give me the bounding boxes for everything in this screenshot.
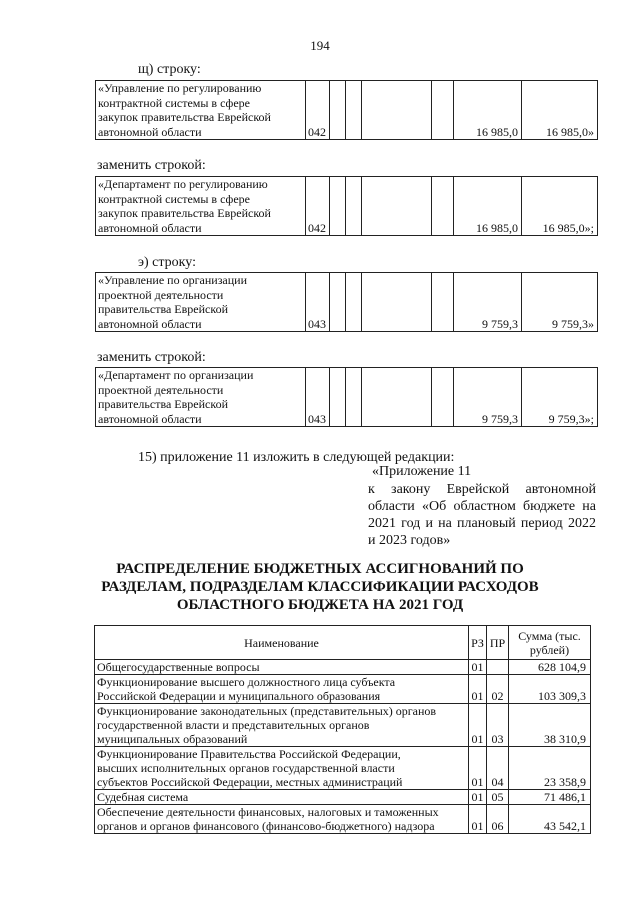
header-rz: РЗ <box>469 626 487 660</box>
document-title: РАСПРЕДЕЛЕНИЕ БЮДЖЕТНЫХ АССИГНОВАНИЙ ПО РАЗДЕЛАМ, ПОДРАЗДЕЛАМ КЛАССИФИКАЦИИ РАСХОДОВ ОБЛАСТНОГО БЮДЖЕТА НА 2021 ГОД <box>101 561 539 613</box>
table-row: Обеспечение деятельности финансовых, налоговых и таможенных органов и органов финансового (финансово-бюджетного) надзора 01 06 43 542,1 <box>95 805 591 834</box>
table-row: Функционирование Правительства Российской Федерации, высших исполнительных органов государственной власти субъектов Российской Федерации, местных администраций 01 04 23 358,9 <box>95 747 591 790</box>
row-code: 042 <box>306 177 330 236</box>
table-row: Функционирование высшего должностного лица субъекта Российской Федерации и муниципального образования 01 02 103 309,3 <box>95 675 591 704</box>
header-pr: ПР <box>487 626 509 660</box>
row-value-1: 9 759,3 <box>454 273 522 332</box>
row-code: 043 <box>306 273 330 332</box>
table-row: Судебная система 01 05 71 486,1 <box>95 790 591 805</box>
table-row: Функционирование законодательных (представительных) органов государственной власти и представительных органов муниципальных образований 01 03 38 310,9 <box>95 704 591 747</box>
row-value-1: 16 985,0 <box>454 177 522 236</box>
row-value-2: 16 985,0»; <box>522 177 598 236</box>
table-row: Общегосударственные вопросы 01 628 104,9 <box>95 660 591 675</box>
table-header <box>95 626 591 660</box>
row-value-1: 9 759,3 <box>454 368 522 427</box>
appendix-title: «Приложение 11 <box>372 464 472 479</box>
row-value-2: 9 759,3» <box>522 273 598 332</box>
appendix-reference: к закону Еврейской автономной области «Об областном бюджете на 2021 год и на плановый период 2022 и 2023 годов» <box>368 482 596 548</box>
replace-label-2: заменить строкой: <box>97 350 206 365</box>
header-sum: Сумма (тыс. рублей) <box>509 626 591 660</box>
replace-label-1: заменить строкой: <box>97 158 206 173</box>
replace-table-1 <box>95 176 598 236</box>
amend-label-e: э) строку: <box>138 255 196 270</box>
row-value-1: 16 985,0 <box>454 81 522 140</box>
amend-table-e <box>95 272 598 332</box>
amend-table-shch <box>95 80 598 140</box>
amend-label-shch: щ) строку: <box>138 62 201 77</box>
replace-table-2 <box>95 367 598 427</box>
row-name: «Департамент по регулированию контрактной системы в сфере закупок правительства Еврейской автономной области <box>96 177 306 236</box>
header-name: Наименование <box>95 626 469 660</box>
row-value-2: 9 759,3»; <box>522 368 598 427</box>
page-number: 194 <box>310 38 330 53</box>
row-name: «Управление по регулированию контрактной системы в сфере закупок правительства Еврейской автономной области <box>96 81 306 140</box>
row-value-2: 16 985,0» <box>522 81 598 140</box>
row-name: «Департамент по организации проектной деятельности правительства Еврейской автономной области <box>96 368 306 427</box>
row-code: 042 <box>306 81 330 140</box>
paragraph-15: 15) приложение 11 изложить в следующей редакции: <box>138 450 455 465</box>
row-name: «Управление по организации проектной деятельности правительства Еврейской автономной области <box>96 273 306 332</box>
budget-table <box>94 625 591 834</box>
row-code: 043 <box>306 368 330 427</box>
